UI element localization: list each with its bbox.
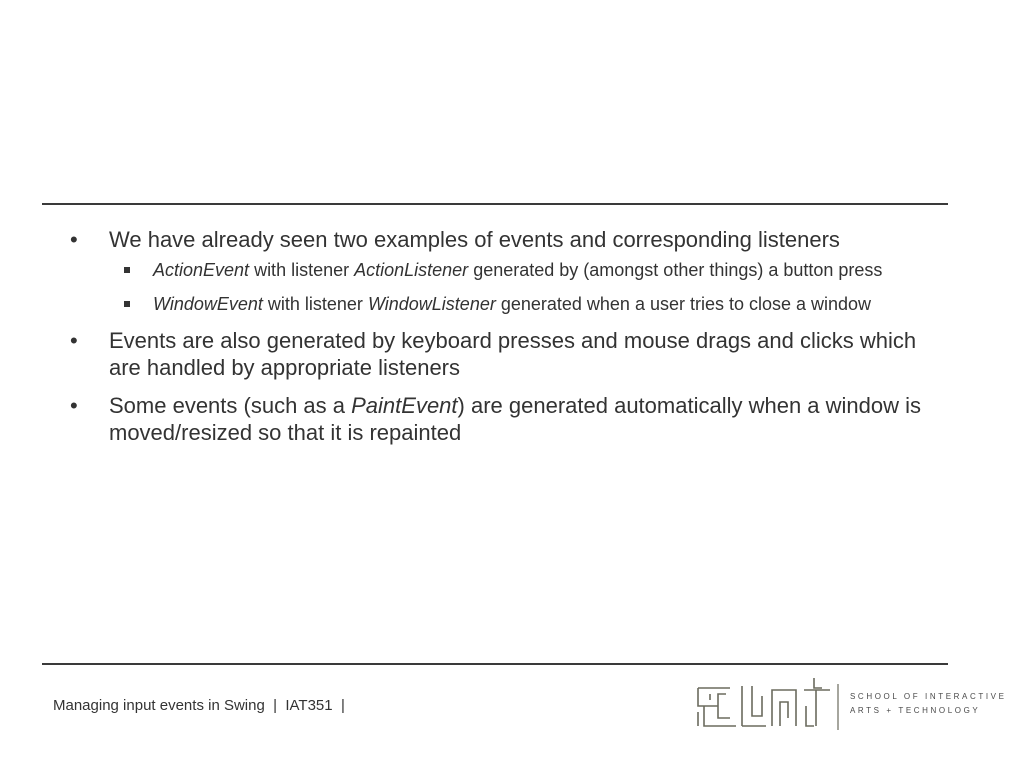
sub-bullet-text: with listener bbox=[262, 294, 368, 314]
bullet-dot: • bbox=[70, 328, 78, 353]
top-divider bbox=[42, 203, 948, 205]
logo-line-school: SCHOOL OF INTERACTIVE bbox=[850, 692, 1007, 701]
sub-bullet-text: generated by (amongst other things) a button press bbox=[468, 260, 883, 280]
bullet-text: Events are also generated by keyboard presses and mouse drags and clicks which are handled by appropriate listeners bbox=[109, 328, 917, 380]
footer-caption: Managing input events in Swing | IAT351 | bbox=[53, 697, 345, 714]
class-name: ActionEvent bbox=[153, 260, 250, 280]
class-name: WindowEvent bbox=[153, 294, 263, 314]
bottom-divider bbox=[42, 663, 948, 665]
bullet-text: Some events (such as a bbox=[109, 393, 352, 418]
sub-bullet-item bbox=[153, 292, 950, 316]
bullet-dot: • bbox=[70, 227, 78, 252]
class-name: WindowListener bbox=[367, 294, 496, 314]
sub-bullet-list bbox=[70, 258, 950, 316]
logo-wordmark bbox=[850, 690, 1007, 718]
square-bullet-icon bbox=[124, 267, 130, 273]
sub-bullet-text: generated when a user tries to close a window bbox=[495, 294, 872, 314]
bullet-item bbox=[70, 392, 950, 446]
class-name: ActionListener bbox=[354, 260, 469, 280]
logo-line-arts: ARTS + TECHNOLOGY bbox=[850, 706, 981, 715]
sub-bullet-item bbox=[153, 258, 950, 282]
bullet-dot: • bbox=[70, 393, 78, 418]
bullet-text: ) are generated automatically when a window is moved/resized so that it is repainted bbox=[109, 393, 922, 445]
class-name: PaintEvent bbox=[351, 393, 458, 418]
bullet-item bbox=[70, 327, 950, 381]
slide-content bbox=[70, 226, 950, 457]
square-bullet-icon bbox=[124, 301, 130, 307]
bullet-text: We have already seen two examples of events and corresponding listeners bbox=[109, 227, 840, 252]
sub-bullet-text: with listener bbox=[249, 260, 355, 280]
bullet-item bbox=[70, 226, 950, 316]
